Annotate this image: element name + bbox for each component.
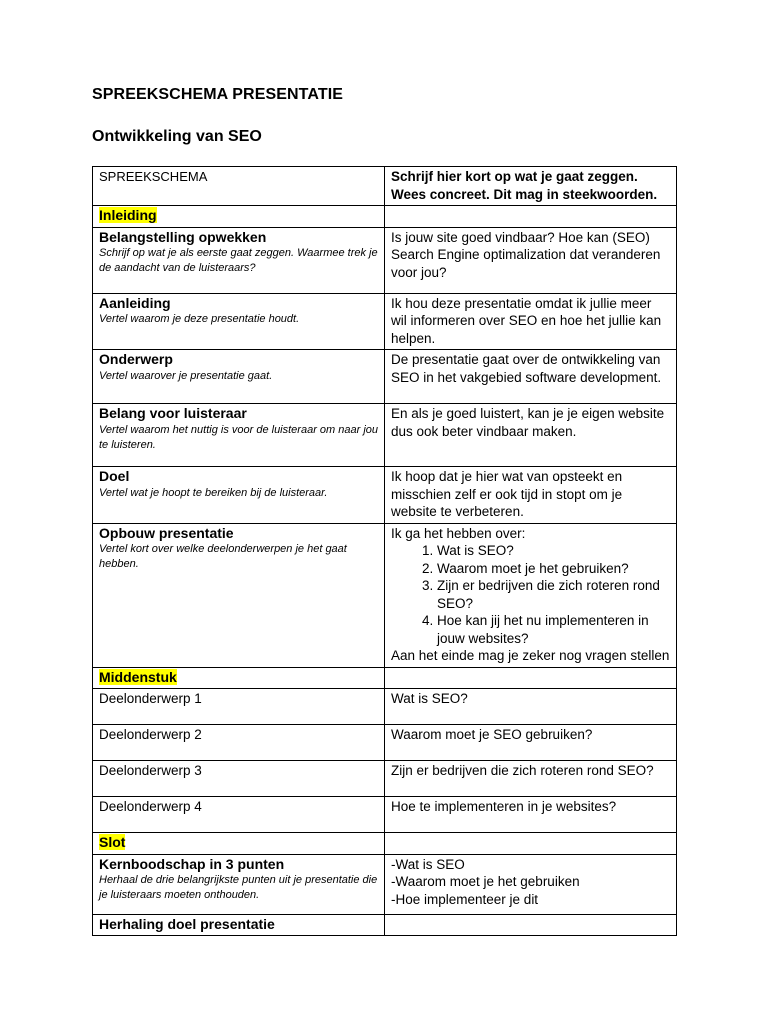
row-answer-cell — [385, 854, 677, 914]
key-point: -Wat is SEO — [391, 856, 465, 872]
list-item: 3. Zijn er bedrijven die zich roteren rond SEO? — [437, 577, 670, 612]
row-answer-cell — [385, 914, 677, 936]
table-row — [93, 761, 677, 797]
row-answer-cell — [385, 293, 677, 350]
row-hint: Herhaal de drie belangrijkste punten uit je presentatie die je luisteraars moeten onthouden. — [99, 874, 378, 901]
row-answer-cell — [385, 350, 677, 404]
row-answer-cell — [385, 467, 677, 524]
row-label-cell — [93, 523, 385, 667]
table-row — [93, 350, 677, 404]
section-row-end — [93, 833, 677, 855]
row-label-cell — [93, 854, 385, 914]
section-row-intro — [93, 206, 677, 228]
list-item: 2. Waarom moet je het gebruiken? — [437, 560, 670, 578]
header-instruction-line-2: Wees concreet. Dit mag in steekwoorden. — [391, 186, 658, 202]
row-heading: Aanleiding — [99, 294, 171, 311]
row-hint: Vertel waarom het nuttig is voor de luisteraar om naar jou te luisteren. — [99, 423, 379, 451]
subtopic-label: Deelonderwerp 1 — [99, 691, 202, 706]
row-label-cell — [93, 689, 385, 725]
document-subtitle: Ontwikkeling van SEO — [92, 128, 262, 145]
table-row — [93, 404, 677, 467]
row-heading: Opbouw presentatie — [99, 524, 234, 541]
topics-list — [391, 542, 670, 647]
row-label-cell — [93, 467, 385, 524]
row-answer-cell — [385, 761, 677, 797]
table-row — [93, 293, 677, 350]
row-heading: Belangstelling opwekken — [99, 228, 267, 245]
row-answer-cell — [385, 725, 677, 761]
header-right-cell — [385, 167, 677, 206]
section-cell — [93, 833, 385, 855]
table-row — [93, 689, 677, 725]
key-point: -Hoe implementeer je dit — [391, 891, 539, 907]
table-row — [93, 914, 677, 936]
row-label-cell — [93, 293, 385, 350]
row-label-cell — [93, 761, 385, 797]
row-heading: Onderwerp — [99, 351, 173, 367]
subtopic-label: Deelonderwerp 2 — [99, 727, 202, 742]
row-label-cell — [93, 797, 385, 833]
empty-cell — [385, 667, 677, 689]
row-answer: Ik hou deze presentatie omdat ik jullie meer wil informeren over SEO en hoe het jullie kan helpen. — [391, 295, 662, 346]
row-heading: Belang voor luisteraar — [99, 405, 247, 421]
speech-schema-table — [92, 166, 677, 936]
list-item: 4. Hoe kan jij het nu implementeren in jouw websites? — [437, 612, 670, 647]
row-answer-cell — [385, 689, 677, 725]
section-label-end: Slot — [99, 834, 126, 850]
row-answer: Zijn er bedrijven die zich roteren rond SEO? — [391, 763, 654, 778]
row-hint: Schrijf op wat je als eerste gaat zeggen. Waarmee trek je de aandacht van de luisteraars? — [99, 247, 378, 274]
table-row — [93, 523, 677, 667]
section-label-intro: Inleiding — [99, 207, 157, 223]
empty-cell — [385, 206, 677, 228]
row-answer: En als je goed luistert, kan je je eigen website dus ook beter vindbaar maken. — [391, 406, 665, 439]
row-hint: Vertel kort over welke deelonderwerpen je het gaat hebben. — [99, 543, 347, 570]
table-row — [93, 725, 677, 761]
row-hint: Vertel waarover je presentatie gaat. — [99, 369, 273, 382]
header-left-cell — [93, 167, 385, 206]
row-answer-cell — [385, 404, 677, 467]
table-row — [93, 467, 677, 524]
row-label-cell — [93, 725, 385, 761]
row-label-cell — [93, 227, 385, 293]
table-row — [93, 227, 677, 293]
row-label-cell — [93, 914, 385, 936]
row-label-cell — [93, 350, 385, 404]
row-answer-cell — [385, 797, 677, 833]
list-item: 1. Wat is SEO? — [437, 542, 670, 560]
topics-outro: Aan het einde mag je zeker nog vragen stellen — [391, 648, 670, 663]
row-answer: Wat is SEO? — [391, 691, 468, 706]
row-hint: Vertel wat je hoopt te bereiken bij de luisteraar. — [99, 486, 328, 499]
table-header-row — [93, 167, 677, 206]
row-answer: Hoe te implementeren in je websites? — [391, 799, 617, 814]
key-point: -Waarom moet je het gebruiken — [391, 874, 580, 889]
row-heading: Doel — [99, 468, 130, 484]
empty-cell — [385, 833, 677, 855]
row-answer: Ik hoop dat je hier wat van opsteekt en misschien zelf er ook tijd in stopt om je website te verbeteren. — [391, 469, 623, 519]
row-heading: Herhaling doel presentatie — [99, 915, 275, 932]
row-answer-cell — [385, 523, 677, 667]
table-row — [93, 854, 677, 914]
row-answer-cell — [385, 227, 677, 293]
row-answer: De presentatie gaat over de ontwikkeling van SEO in het vakgebied software development. — [391, 352, 662, 385]
section-cell — [93, 206, 385, 228]
section-row-middle — [93, 667, 677, 689]
row-answer: Is jouw site goed vindbaar? Hoe kan (SEO) Search Engine optimalization dat veranderen voor jou? — [391, 229, 661, 280]
row-label-cell — [93, 404, 385, 467]
section-label-middle: Middenstuk — [99, 668, 177, 685]
document-title: SPREEKSCHEMA PRESENTATIE — [92, 86, 344, 103]
row-heading: Kernboodschap in 3 punten — [99, 855, 285, 872]
section-cell — [93, 667, 385, 689]
subtopic-label: Deelonderwerp 3 — [99, 763, 202, 778]
header-instruction-line-1: Schrijf hier kort op wat je gaat zeggen. — [391, 169, 638, 184]
header-left-label: SPREEKSCHEMA — [99, 169, 208, 184]
subtopic-label: Deelonderwerp 4 — [99, 799, 202, 814]
row-answer: Waarom moet je SEO gebruiken? — [391, 727, 593, 742]
topics-intro: Ik ga het hebben over: — [391, 525, 526, 541]
table-row — [93, 797, 677, 833]
row-hint: Vertel waarom je deze presentatie houdt. — [99, 313, 300, 325]
